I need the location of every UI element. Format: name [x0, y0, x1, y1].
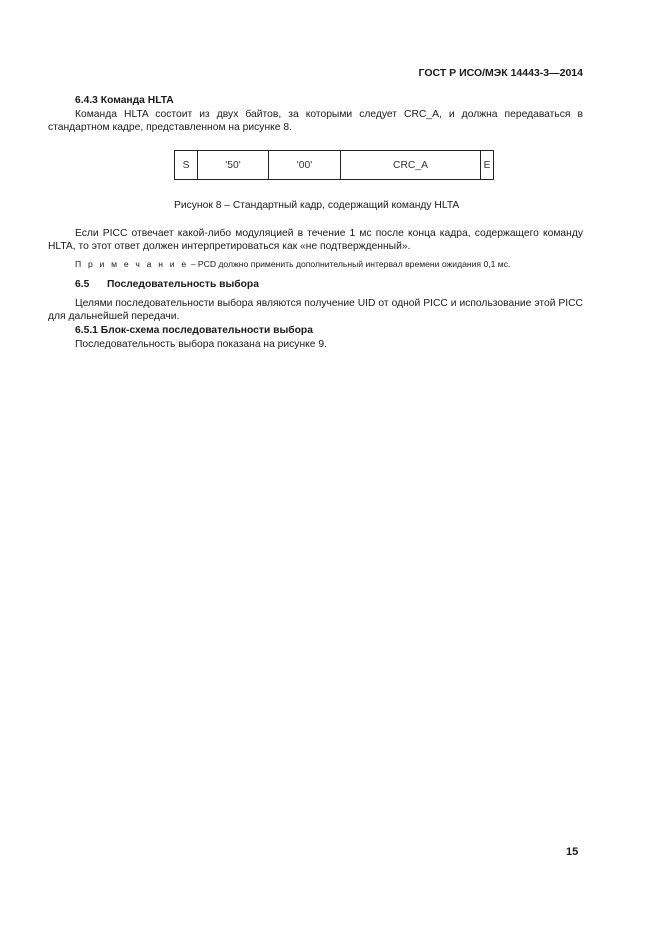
- paragraph-picc-response: Если PICC отвечает какой-либо модуляцией в течение 1 мс после конца кадра, содержащего команду HLTA, то этот ответ должен интерпретироваться как «не подтвержденный».: [48, 228, 583, 252]
- section-number-6-5: 6.5: [75, 279, 90, 290]
- section-heading-6-4-3: [75, 94, 174, 107]
- document-header: ГОСТ Р ИСО/МЭК 14443-3—2014: [418, 67, 583, 79]
- note-label: П р и м е ч а н и е: [75, 259, 189, 269]
- section-paragraph-flowchart: Последовательность выбора показана на рисунке 9.: [75, 339, 327, 350]
- note: [75, 258, 510, 271]
- section-title-6-5: Последовательность выбора: [107, 279, 259, 290]
- section-number: 6.5.1: [75, 325, 98, 336]
- section-title: Блок-схема последовательности выбора: [100, 325, 313, 336]
- frame-cell-crc: CRC_A: [341, 151, 481, 179]
- page-number: 15: [566, 846, 579, 858]
- frame-cell-byte1: '50': [198, 151, 269, 179]
- note-text: – PCD должно применить дополнительный интервал времени ожидания 0,1 мс.: [188, 259, 511, 269]
- section-paragraph-selection: Целями последовательности выбора являются получение UID от одной PICC и использование этой PICC для дальнейшей передачи.: [48, 298, 583, 322]
- frame-cell-start: S: [175, 151, 198, 179]
- section-heading-6-5-1: [75, 324, 313, 337]
- section-paragraph-hlta: Команда HLTA состоит из двух байтов, за которыми следует CRC_A, и должна передаваться в стандартном кадре, представленном на рисунке 8.: [48, 109, 583, 133]
- standard-frame-figure: [174, 150, 494, 180]
- frame-cell-byte2: '00': [269, 151, 341, 179]
- section-title: Команда HLTA: [100, 95, 174, 106]
- section-number: 6.4.3: [75, 95, 98, 106]
- figure-caption: Рисунок 8 – Стандартный кадр, содержащий команду HLTA: [174, 200, 460, 211]
- frame-cell-end: E: [483, 159, 491, 171]
